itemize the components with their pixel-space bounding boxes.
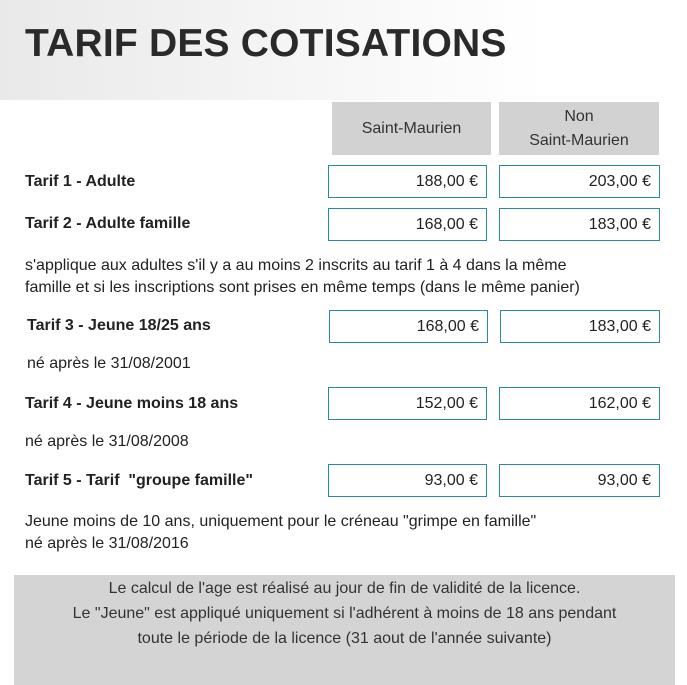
tarif-1-price-saint-maurien: 188,00 € (328, 165, 487, 198)
tarif-4-price-saint-maurien: 152,00 € (328, 387, 487, 420)
tarif-2-price-saint-maurien: 168,00 € (328, 208, 487, 241)
column-header-label: Saint-Maurien (361, 119, 462, 137)
column-header-label: Non Saint-Maurien (529, 107, 629, 149)
tarif-1-price-non-saint-maurien: 203,00 € (499, 165, 660, 198)
tarif-4-note: né après le 31/08/2008 (25, 433, 189, 450)
tarif-3-label: Tarif 3 - Jeune 18/25 ans (27, 317, 211, 334)
tarif-2-price-non-saint-maurien: 183,00 € (499, 208, 660, 241)
tarif-2-label: Tarif 2 - Adulte famille (25, 215, 191, 232)
footer-line: Le "Jeune" est appliqué uniquement si l'adhérent à moins de 18 ans pendant (72, 605, 617, 622)
tarif-3-note: né après le 31/08/2001 (27, 355, 191, 372)
tarif-3-price-non-saint-maurien: 183,00 € (500, 310, 660, 343)
tarif-5-label: Tarif 5 - Tarif "groupe famille" (25, 472, 253, 489)
footer-line: Le calcul de l'age est réalisé au jour de fin de validité de la licence. (108, 580, 581, 597)
tarif-4-label: Tarif 4 - Jeune moins 18 ans (25, 395, 239, 412)
tarif-2-note: s'applique aux adultes s'il y a au moins 2 inscrits au tarif 1 à 4 dans la même famille et si les inscriptions sont prises en même temps (dans le même panier) (25, 257, 580, 296)
tarif-3-price-saint-maurien: 168,00 € (329, 310, 488, 343)
tarif-4-price-non-saint-maurien: 162,00 € (499, 387, 660, 420)
column-header-saint-maurien (332, 102, 491, 155)
column-header-non-saint-maurien (499, 102, 659, 155)
tarif-5-price-non-saint-maurien: 93,00 € (499, 464, 660, 497)
footer-line: toute le période de la licence (31 aout de l'année suivante) (137, 630, 552, 647)
page-title: TARIF DES COTISATIONS (25, 22, 507, 65)
tarif-5-note: Jeune moins de 10 ans, uniquement pour le créneau "grimpe en famille" né après le 31/08/2016 (25, 513, 537, 552)
age-calculation-notice (14, 575, 675, 685)
tarif-1-label: Tarif 1 - Adulte (25, 173, 136, 190)
tarif-5-price-saint-maurien: 93,00 € (328, 464, 487, 497)
